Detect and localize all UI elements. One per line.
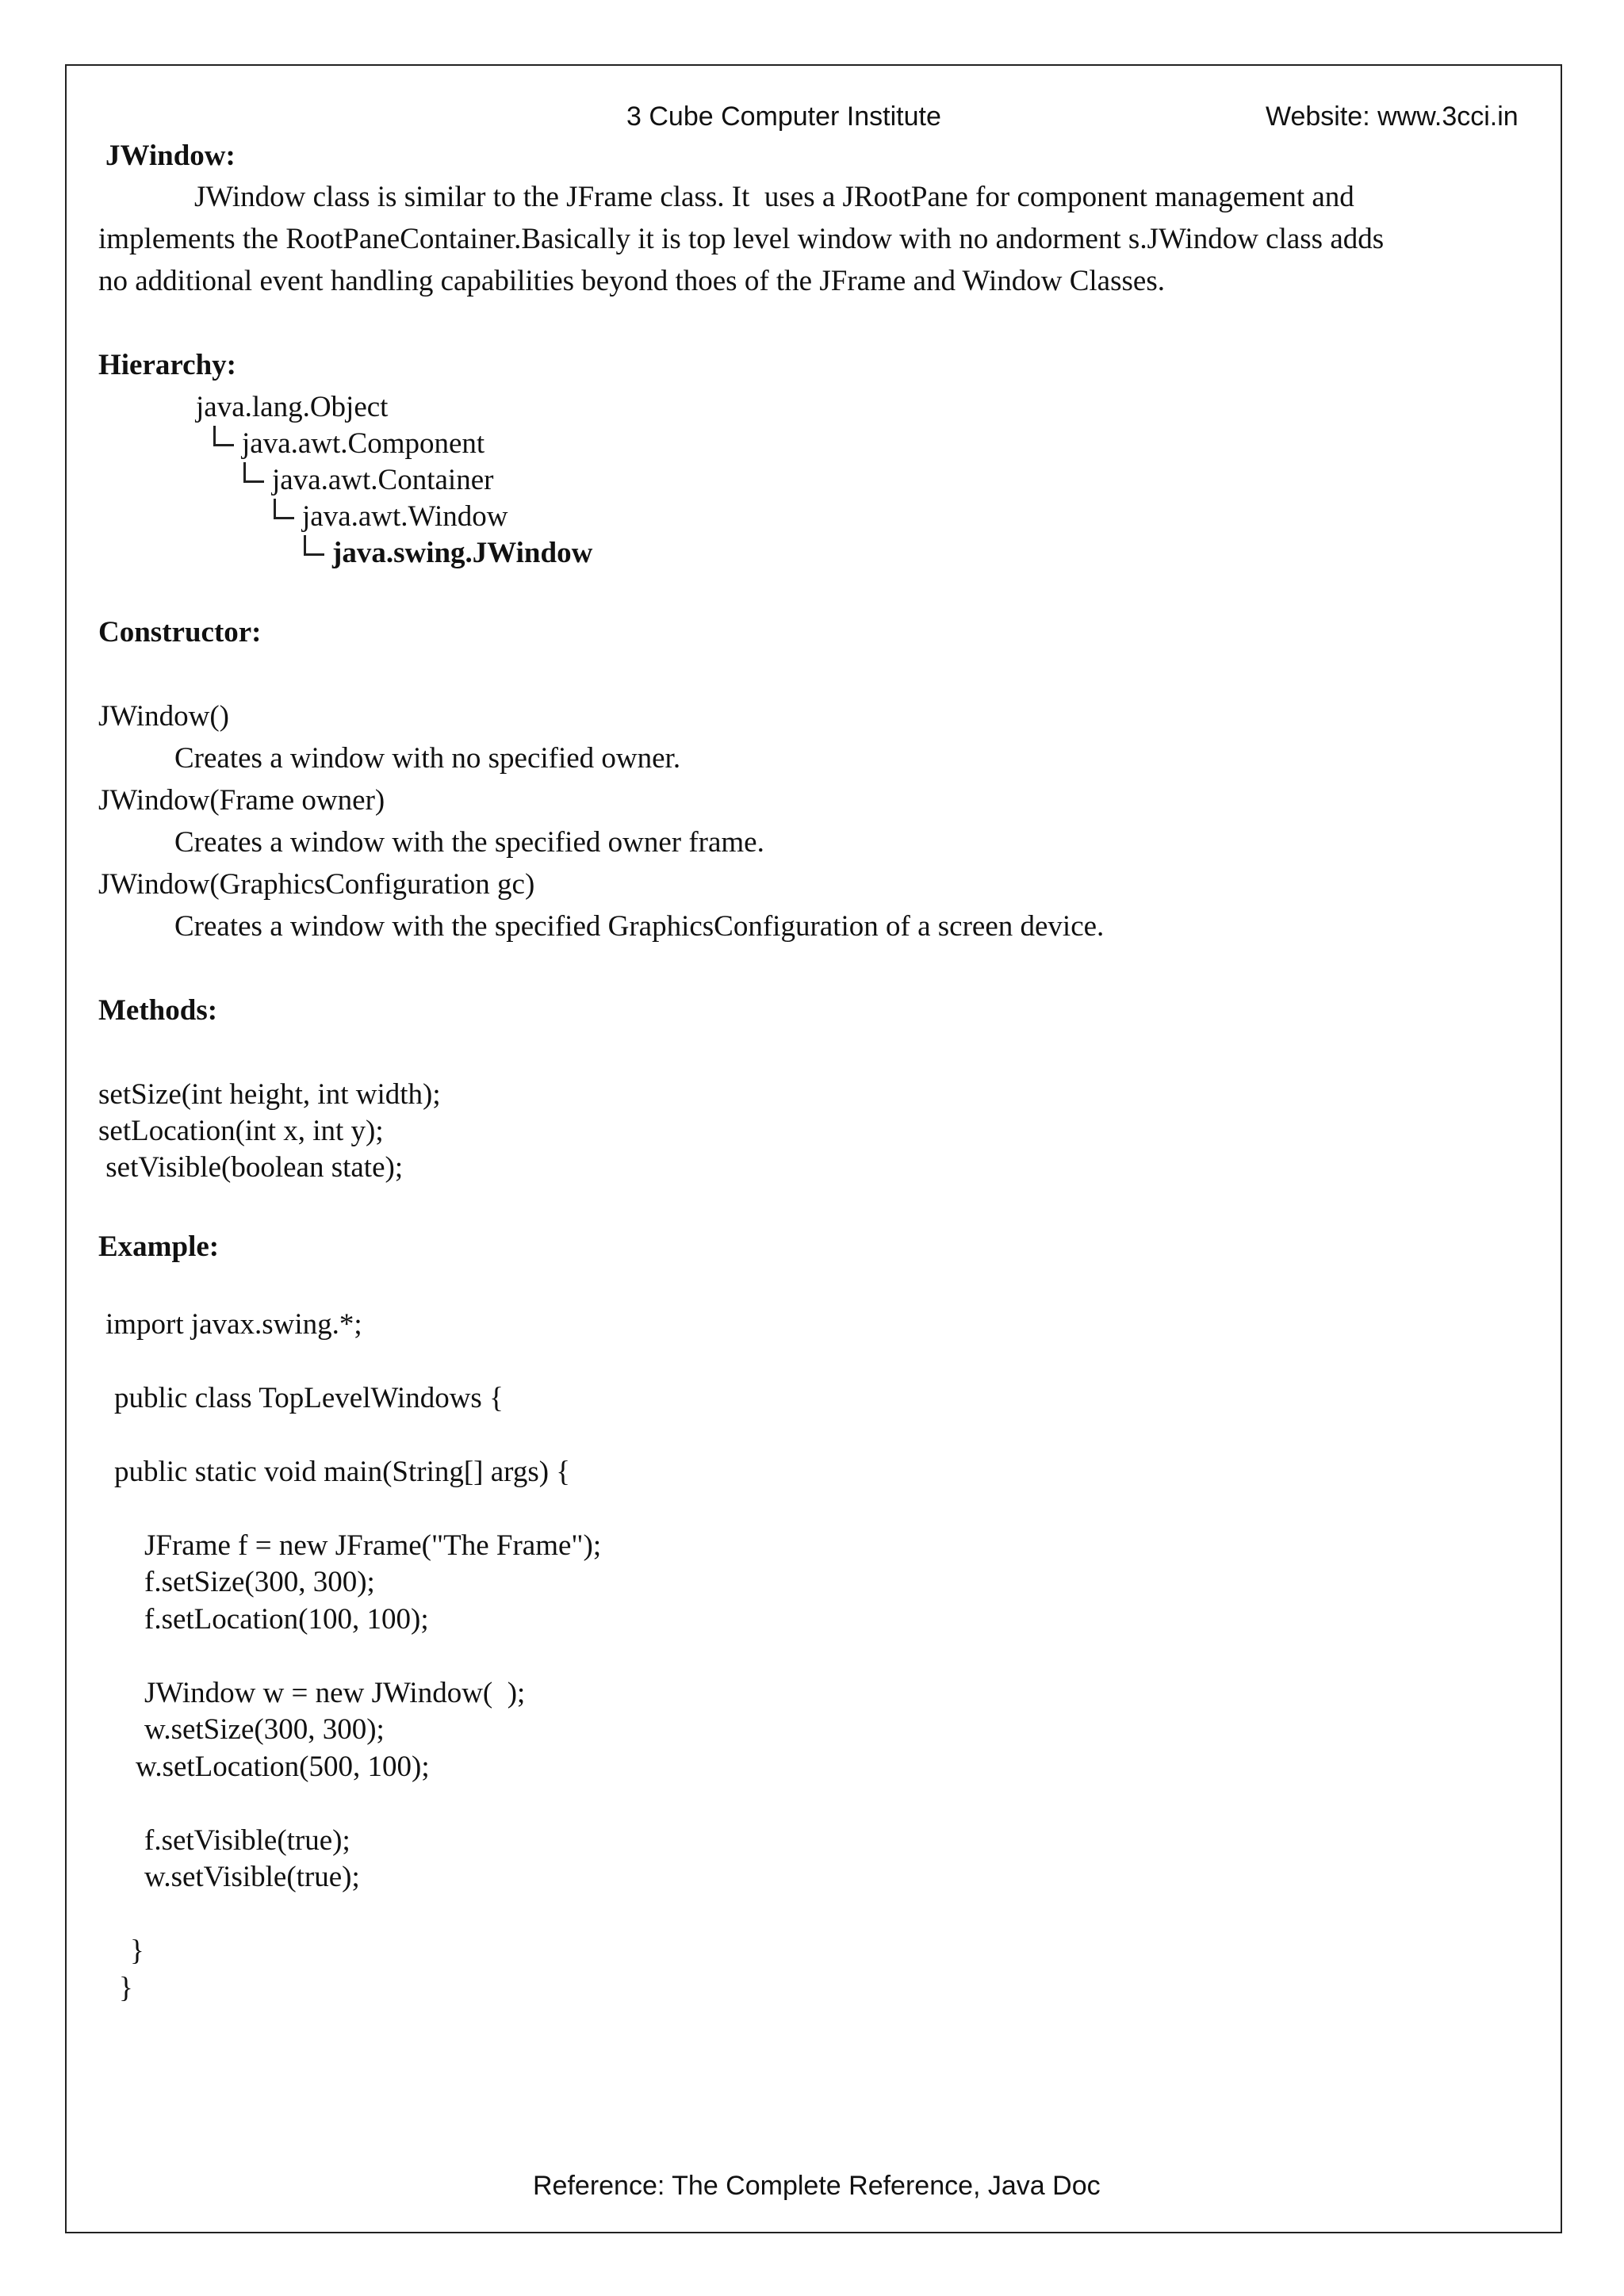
method-item: setVisible(boolean state); bbox=[98, 1151, 404, 1184]
hierarchy-item-container: java.awt.Container bbox=[272, 464, 494, 496]
code-line: } bbox=[130, 1934, 144, 1967]
method-item: setSize(int height, int width); bbox=[98, 1078, 441, 1111]
code-line: } bbox=[119, 1972, 133, 2004]
method-item: setLocation(int x, int y); bbox=[98, 1115, 384, 1147]
methods-heading: Methods: bbox=[98, 994, 218, 1027]
hierarchy-item-jwindow: java.swing.JWindow bbox=[332, 537, 593, 569]
code-line: w.setVisible(true); bbox=[144, 1861, 360, 1893]
page-border bbox=[65, 64, 1562, 2233]
tree-connector-icon bbox=[274, 499, 294, 519]
intro-line-1: JWindow class is similar to the JFrame class. It uses a JRootPane for component management and bbox=[194, 181, 1354, 213]
constructor-heading: Constructor: bbox=[98, 616, 262, 649]
page-title: JWindow: bbox=[105, 140, 236, 172]
code-line: f.setSize(300, 300); bbox=[144, 1566, 375, 1598]
hierarchy-item-window: java.awt.Window bbox=[302, 500, 508, 533]
code-line: public class TopLevelWindows { bbox=[114, 1382, 504, 1414]
code-line: JWindow w = new JWindow( ); bbox=[144, 1677, 526, 1709]
intro-line-3: no additional event handling capabilities beyond thoes of the JFrame and Window Classes. bbox=[98, 265, 1165, 297]
tree-connector-icon bbox=[304, 535, 324, 556]
code-line: JFrame f = new JFrame("The Frame"); bbox=[144, 1529, 602, 1562]
intro-line-2: implements the RootPaneContainer.Basically it is top level window with no andorment s.JWindow class adds bbox=[98, 223, 1385, 255]
code-line: w.setLocation(500, 100); bbox=[136, 1751, 430, 1783]
hierarchy-item-component: java.awt.Component bbox=[242, 427, 485, 460]
tree-connector-icon bbox=[213, 426, 234, 446]
code-line: import javax.swing.*; bbox=[105, 1308, 362, 1341]
constructor-signature: JWindow() bbox=[98, 700, 229, 733]
constructor-signature: JWindow(Frame owner) bbox=[98, 784, 385, 817]
header-website: Website: www.3cci.in bbox=[1266, 101, 1519, 132]
hierarchy-heading: Hierarchy: bbox=[98, 349, 236, 381]
constructor-description: Creates a window with the specified GraphicsConfiguration of a screen device. bbox=[174, 910, 1105, 943]
code-line: f.setVisible(true); bbox=[144, 1824, 350, 1857]
constructor-description: Creates a window with the specified owner frame. bbox=[174, 826, 764, 859]
footer-reference: Reference: The Complete Reference, Java Doc bbox=[533, 2171, 1101, 2201]
constructor-description: Creates a window with no specified owner. bbox=[174, 742, 681, 775]
constructor-signature: JWindow(GraphicsConfiguration gc) bbox=[98, 868, 535, 901]
hierarchy-item-object: java.lang.Object bbox=[196, 391, 389, 423]
code-line: public static void main(String[] args) { bbox=[114, 1456, 571, 1488]
header-institute: 3 Cube Computer Institute bbox=[626, 101, 941, 132]
example-heading: Example: bbox=[98, 1230, 220, 1263]
code-line: f.setLocation(100, 100); bbox=[144, 1603, 429, 1636]
code-line: w.setSize(300, 300); bbox=[144, 1713, 385, 1746]
tree-connector-icon bbox=[243, 462, 264, 483]
